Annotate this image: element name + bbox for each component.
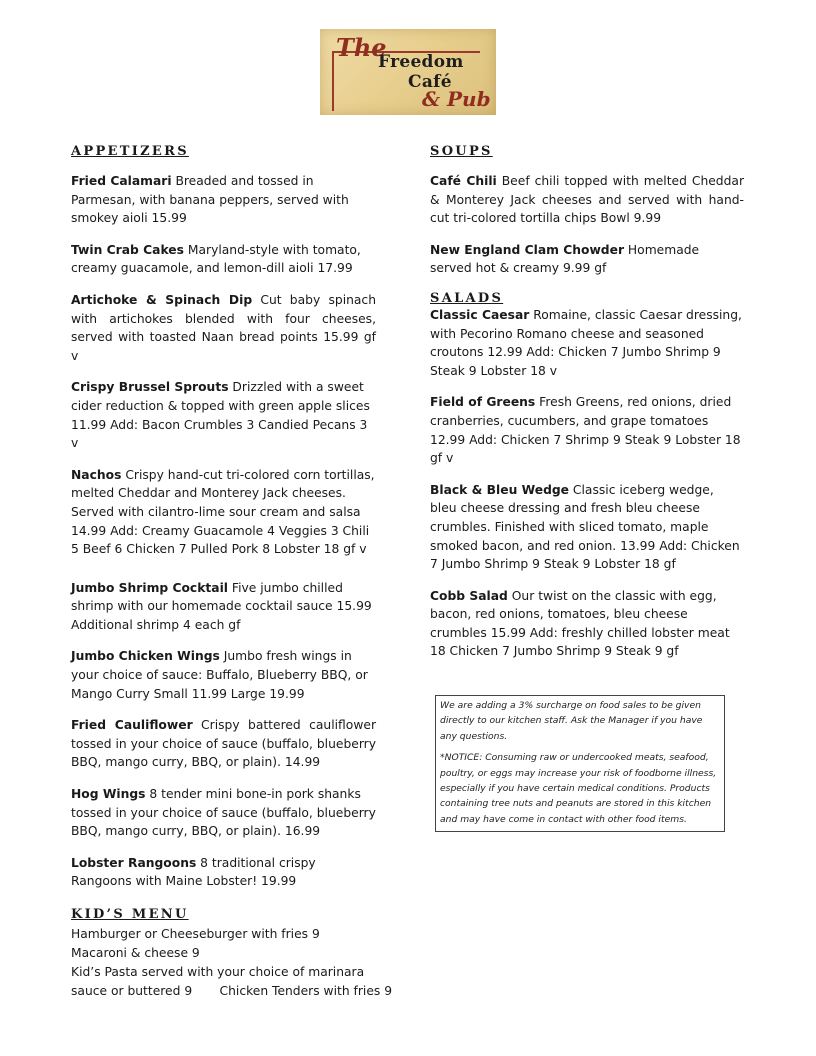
item-name: Field of Greens [430,395,536,410]
menu-item-black-bleu-wedge [430,481,744,574]
left-column [71,144,393,1001]
item-desc: Cut baby spinach with artichokes blended with four cheeses, served with toasted Naan bread points 15.99 gf v [71,292,376,363]
menu-item-cafe-chili [430,172,744,228]
item-desc: Classic iceberg wedge, bleu cheese dressing and fresh bleu cheese crumbles. Finished with sliced tomato, maple smoked bacon, and red onion. 13.99 Add: Chicken 7 Jumbo Shrimp 9 Steak 9 Lobster 18 gf [430,482,740,572]
logo-the: The [336,33,387,62]
item-name: Café Chili [430,174,497,188]
menu-item-lobster-rangoons [71,854,376,891]
item-desc: Crispy battered cauliflower tossed in your choice of sauce (buffalo, blueberry BBQ, mango curry, BBQ, or plain). 14.99 [71,718,376,770]
menu-item-twin-crab-cakes [71,241,376,278]
menu-item-nachos [71,466,376,559]
right-column [430,144,744,674]
food-safety-notice: *NOTICE: Consuming raw or undercooked meats, seafood, poultry, or eggs may increase your risk of foodborne illness, especially if you have certain medical conditions. Products containing tree nuts and peanuts are stored in this kitchen and may have come in contact with other food items. [440,752,717,825]
menu-item-field-of-greens [430,393,744,467]
item-desc: 8 traditional crispy Rangoons with Maine Lobster! 19.99 [71,855,316,889]
item-desc: Romaine, classic Caesar dressing, with Pecorino Romano cheese and seasoned croutons 12.99 Add: Chicken 7 Jumbo Shrimp 9 Steak 9 Lobster 18 v [430,307,742,378]
menu-item-classic-caesar [430,306,744,380]
notice-box [435,695,725,832]
item-desc: 8 tender mini bone-in pork shanks tossed in your choice of sauce (buffalo, blueberry BBQ, mango curry, BBQ, or plain). 16.99 [71,787,376,839]
menu-item-fried-cauliflower [71,716,376,772]
kids-line: Hamburger or Cheeseburger with fries 9 [71,927,320,941]
item-name: Jumbo Shrimp Cocktail [71,580,229,595]
item-name: Fried Cauliflower [71,718,193,733]
item-name: Fried Calamari [71,174,172,188]
kids-menu-heading: KID’S MENU [71,907,189,922]
item-name: Jumbo Chicken Wings [71,649,220,664]
item-desc: Five jumbo chilled shrimp with our homemade cocktail sauce 15.99 Additional shrimp 4 each gf [71,580,372,632]
item-desc: Jumbo fresh wings in your choice of sauce: Buffalo, Blueberry BBQ, or Mango Curry Small 11.99 Large 19.99 [71,649,368,701]
cafe-logo [320,29,496,115]
item-name: Lobster Rangoons [71,855,197,870]
menu-item-hog-wings [71,785,376,841]
surcharge-notice: We are adding a 3% surcharge on food sales to be given directly to our kitchen staff. Ask the Manager if you have any questions. [440,700,703,742]
menu-item-fried-calamari [71,172,376,228]
item-name: Crispy Brussel Sprouts [71,380,229,395]
item-desc: Breaded and tossed in Parmesan, with banana peppers, served with smokey aioli 15.99 [71,174,349,226]
kids-line: Macaroni & cheese 9 [71,946,200,960]
item-name: Twin Crab Cakes [71,242,184,257]
logo-pub: & Pub [422,87,491,111]
item-desc: Drizzled with a sweet cider reduction & topped with green apple slices 11.99 Add: Bacon Crumbles 3 Candied Pecans 3 v [71,380,370,451]
item-name: Cobb Salad [430,588,508,603]
soups-heading: SOUPS [430,144,493,159]
menu-item-brussel-sprouts [71,378,376,452]
appetizers-heading: APPETIZERS [71,144,189,159]
item-desc: Maryland-style with tomato, creamy guacamole, and lemon-dill aioli 17.99 [71,242,361,276]
menu-item-shrimp-cocktail [71,579,376,635]
item-name: Black & Bleu Wedge [430,482,570,497]
logo-cafe: Café [408,72,452,92]
item-desc: Our twist on the classic with egg, bacon, red onions, tomatoes, bleu cheese crumbles 15.99 Add: freshly chilled lobster meat 18 Chicken 7 Jumbo Shrimp 9 Steak 9 gf [430,588,730,659]
item-desc: Crispy hand-cut tri-colored corn tortillas, melted Cheddar and Monterey Jack cheeses. Served with cilantro-lime sour cream and salsa 14.99 Add: Creamy Guacamole 4 Veggies 3 Chili 5 Beef 6 Chicken 7 Pulled Pork 8 Lobster 18 gf v [71,467,375,557]
item-name: Classic Caesar [430,307,530,322]
menu-item-artichoke-dip [71,291,376,365]
item-desc: Beef chili topped with melted Cheddar & Monterey Jack cheeses and served with hand-cut tri-colored tortilla chips Bowl 9.99 [430,174,744,226]
item-desc: Fresh Greens, red onions, dried cranberries, cucumbers, and grape tomatoes 12.99 Add: Chicken 7 Shrimp 9 Steak 9 Lobster 18 gf v [430,395,741,466]
menu-item-cobb-salad [430,587,744,661]
item-name: Nachos [71,467,122,482]
item-name: Artichoke & Spinach Dip [71,292,253,307]
kids-line: Kid’s Pasta served with your choice of marinara [71,965,365,979]
item-desc: Homemade served hot & creamy 9.99 gf [430,242,700,276]
item-name: New England Clam Chowder [430,242,625,257]
menu-item-clam-chowder [430,241,744,278]
logo-freedom: Freedom [378,52,464,72]
kids-line: sauce or buttered 9 Chicken Tenders with fries 9 [71,984,393,998]
salads-heading: SALADS [430,290,504,306]
menu-item-chicken-wings [71,647,376,703]
item-name: Hog Wings [71,787,146,802]
